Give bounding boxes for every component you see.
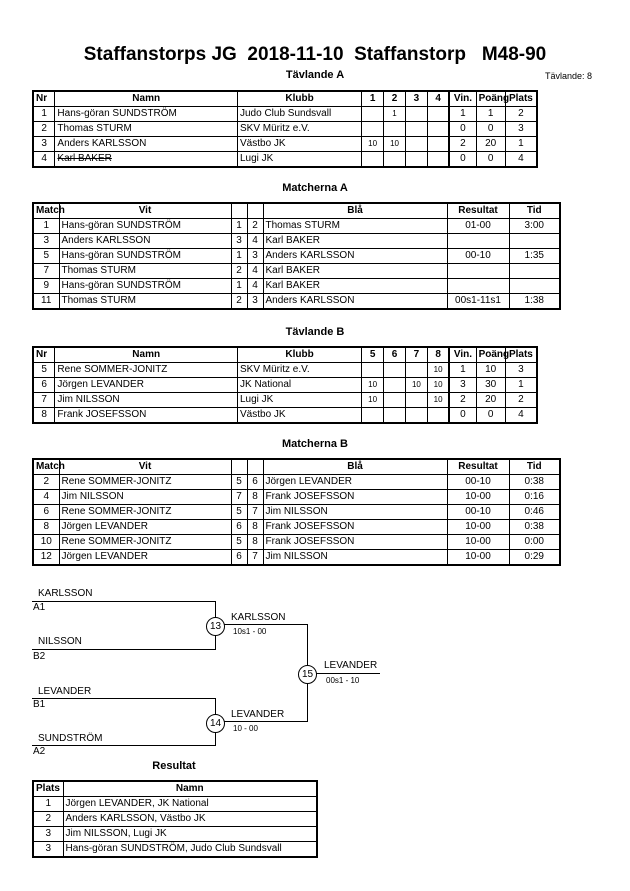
- matches-b-header-row: [33, 459, 560, 475]
- score-cell: [384, 122, 406, 137]
- col-poang: Poäng: [476, 91, 505, 107]
- match-row: [33, 520, 560, 535]
- result-place: 2: [33, 812, 63, 827]
- col-blue: Blå: [263, 459, 447, 475]
- match-13-marker: 13: [206, 617, 225, 636]
- white-number: 6: [231, 550, 247, 566]
- col-club: Klubb: [238, 91, 362, 107]
- matches-b-heading: Matcherna B: [281, 438, 349, 450]
- competitor-row: [33, 393, 537, 408]
- white-number: 1: [231, 219, 247, 234]
- white-fighter: Thomas STURM: [59, 294, 231, 310]
- place-cell: 4: [505, 408, 537, 424]
- points-cell: 1: [476, 107, 505, 122]
- col-white: Vit: [59, 203, 231, 219]
- pool-b-body: [33, 363, 537, 424]
- competitor-row: [33, 152, 537, 168]
- white-fighter: Rene SOMMER-JONITZ: [59, 505, 231, 520]
- score-cell: 1: [384, 107, 406, 122]
- white-fighter: Hans-göran SUNDSTRÖM: [59, 219, 231, 234]
- score-cell: 10: [362, 137, 384, 152]
- result-row: [33, 812, 317, 827]
- place-cell: 1: [505, 137, 537, 152]
- white-number: 5: [231, 475, 247, 490]
- points-cell: 0: [476, 122, 505, 137]
- blue-number: 3: [247, 294, 263, 310]
- wins-cell: 3: [449, 378, 476, 393]
- col-plats: Plats: [505, 347, 537, 363]
- match-row: [33, 219, 560, 234]
- result-name: Jim NILSSON, Lugi JK: [63, 827, 317, 842]
- final-score: 00s1 - 10: [326, 676, 360, 685]
- score-cell: [362, 107, 384, 122]
- col-result: Resultat: [447, 203, 509, 219]
- place-cell: 2: [505, 107, 537, 122]
- competitor-club: Judo Club Sundsvall: [238, 107, 362, 122]
- score-cell: [427, 122, 449, 137]
- points-cell: 0: [476, 408, 505, 424]
- result-row: [33, 827, 317, 842]
- blue-fighter: Frank JOSEFSSON: [263, 535, 447, 550]
- blue-number: 3: [247, 249, 263, 264]
- white-fighter: Rene SOMMER-JONITZ: [59, 475, 231, 490]
- match-time: 3:00: [509, 219, 560, 234]
- result-name: Jörgen LEVANDER, JK National: [63, 797, 317, 812]
- match-row: [33, 475, 560, 490]
- pool-b-header-row: [33, 347, 537, 363]
- blue-fighter: Frank JOSEFSSON: [263, 520, 447, 535]
- match-number: 1: [33, 219, 59, 234]
- points-cell: 30: [476, 378, 505, 393]
- place-cell: 4: [505, 152, 537, 168]
- match-number: 11: [33, 294, 59, 310]
- score-cell: [427, 107, 449, 122]
- score-cell: [384, 363, 406, 378]
- white-number: 3: [231, 234, 247, 249]
- col-1: 1: [362, 91, 384, 107]
- result-place: 1: [33, 797, 63, 812]
- blue-fighter: Thomas STURM: [263, 219, 447, 234]
- col-result: Resultat: [447, 459, 509, 475]
- sf2-bottom-seed: A2: [33, 746, 46, 757]
- col-name: Namn: [63, 781, 317, 797]
- competitor-name: Thomas STURM: [55, 122, 238, 137]
- blue-fighter: Karl BAKER: [263, 264, 447, 279]
- competitor-row: [33, 122, 537, 137]
- pool-a-heading: Tävlande A: [285, 69, 345, 81]
- match-result: 00s1-11s1: [447, 294, 509, 310]
- page-title: Staffanstorps JG 2018-11-10 Staffanstorp M48-90: [83, 44, 547, 65]
- col-3: 3: [405, 91, 427, 107]
- col-vin: Vin.: [449, 347, 476, 363]
- blue-fighter: Frank JOSEFSSON: [263, 490, 447, 505]
- match-result: 00-10: [447, 249, 509, 264]
- matches-a-body: [33, 219, 560, 310]
- result-row: [33, 797, 317, 812]
- result-place: 3: [33, 827, 63, 842]
- match-time: 0:00: [509, 535, 560, 550]
- place-cell: 2: [505, 393, 537, 408]
- white-fighter: Jim NILSSON: [59, 490, 231, 505]
- score-cell: [427, 152, 449, 168]
- points-cell: 20: [476, 393, 505, 408]
- col-white: Vit: [59, 459, 231, 475]
- match-result: 10-00: [447, 550, 509, 566]
- col-match: Match: [33, 459, 59, 475]
- competitor-name: Jörgen LEVANDER: [55, 378, 238, 393]
- match-number: 6: [33, 505, 59, 520]
- col-vin: Vin.: [449, 91, 476, 107]
- competitor-row: [33, 107, 537, 122]
- col-poang: Poäng: [476, 347, 505, 363]
- score-cell: [405, 363, 427, 378]
- score-cell: [362, 152, 384, 168]
- match-row: [33, 264, 560, 279]
- competitor-club: SKV Müritz e.V.: [238, 122, 362, 137]
- blue-fighter: Karl BAKER: [263, 279, 447, 294]
- wins-cell: 1: [449, 363, 476, 378]
- match-result: [447, 234, 509, 249]
- blue-fighter: Karl BAKER: [263, 234, 447, 249]
- pool-b-table: [32, 346, 538, 424]
- competitor-row: [33, 408, 537, 424]
- score-cell: 10: [427, 378, 449, 393]
- match-result: [447, 279, 509, 294]
- match-row: [33, 550, 560, 566]
- blue-number: 2: [247, 219, 263, 234]
- col-plats: Plats: [33, 781, 63, 797]
- sf2-score: 10 - 00: [233, 724, 258, 733]
- white-number: 1: [231, 249, 247, 264]
- match-time: [509, 264, 560, 279]
- match-result: 01-00: [447, 219, 509, 234]
- white-fighter: Jörgen LEVANDER: [59, 520, 231, 535]
- white-fighter: Thomas STURM: [59, 264, 231, 279]
- score-cell: [405, 408, 427, 424]
- col-blue: Blå: [263, 203, 447, 219]
- results-header-row: [33, 781, 317, 797]
- white-number: 5: [231, 505, 247, 520]
- blue-fighter: Anders KARLSSON: [263, 249, 447, 264]
- sf2-top-seed: B1: [33, 699, 46, 710]
- competitor-count: Tävlande: 8: [545, 71, 593, 81]
- sf1-bottom-seed: B2: [33, 651, 46, 662]
- competitor-nr: 8: [33, 408, 55, 424]
- blue-fighter: Jim NILSSON: [263, 550, 447, 566]
- col-5: 5: [362, 347, 384, 363]
- competitor-name: Rene SOMMER-JONITZ: [55, 363, 238, 378]
- score-cell: [405, 393, 427, 408]
- final-winner: LEVANDER: [324, 660, 378, 671]
- blue-number: 4: [247, 234, 263, 249]
- white-number: 2: [231, 294, 247, 310]
- white-fighter: Hans-göran SUNDSTRÖM: [59, 249, 231, 264]
- match-time: 1:38: [509, 294, 560, 310]
- match-number: 7: [33, 264, 59, 279]
- match-time: 0:38: [509, 475, 560, 490]
- score-cell: [384, 408, 406, 424]
- bracket-line: [216, 721, 308, 722]
- result-row: [33, 842, 317, 858]
- match-number: 8: [33, 520, 59, 535]
- bracket-line: [308, 673, 380, 674]
- competitor-nr: 7: [33, 393, 55, 408]
- match-row: [33, 490, 560, 505]
- match-number: 9: [33, 279, 59, 294]
- matches-a-table: [32, 202, 561, 310]
- score-cell: [405, 152, 427, 168]
- white-number: 7: [231, 490, 247, 505]
- col-name: Namn: [55, 347, 238, 363]
- col-6: 6: [384, 347, 406, 363]
- result-name: Hans-göran SUNDSTRÖM, Judo Club Sundsvall: [63, 842, 317, 858]
- competitor-nr: 6: [33, 378, 55, 393]
- wins-cell: 2: [449, 137, 476, 152]
- col-time: Tid: [509, 459, 560, 475]
- bracket-line: [32, 601, 216, 602]
- match-row: [33, 249, 560, 264]
- match-time: 0:29: [509, 550, 560, 566]
- competitor-club: Lugi JK: [238, 393, 362, 408]
- score-cell: [405, 137, 427, 152]
- match-number: 5: [33, 249, 59, 264]
- white-fighter: Hans-göran SUNDSTRÖM: [59, 279, 231, 294]
- score-cell: [362, 408, 384, 424]
- score-cell: 10: [362, 378, 384, 393]
- competitor-name: Karl BAKER: [55, 152, 238, 168]
- col-nr: Nr: [33, 91, 55, 107]
- match-number: 12: [33, 550, 59, 566]
- col-2: 2: [384, 91, 406, 107]
- competitor-club: Lugi JK: [238, 152, 362, 168]
- match-result: 10-00: [447, 520, 509, 535]
- competitor-nr: 2: [33, 122, 55, 137]
- match-time: 0:46: [509, 505, 560, 520]
- match-row: [33, 505, 560, 520]
- match-result: 10-00: [447, 535, 509, 550]
- match-result: 00-10: [447, 475, 509, 490]
- col-8: 8: [427, 347, 449, 363]
- score-cell: [362, 363, 384, 378]
- score-cell: [405, 122, 427, 137]
- blue-number: 8: [247, 490, 263, 505]
- competitor-nr: 4: [33, 152, 55, 168]
- white-number: 5: [231, 535, 247, 550]
- matches-b-body: [33, 475, 560, 566]
- blue-fighter: Jim NILSSON: [263, 505, 447, 520]
- white-number: 6: [231, 520, 247, 535]
- sf1-top-name: KARLSSON: [38, 588, 93, 599]
- match-number: 10: [33, 535, 59, 550]
- competitor-nr: 3: [33, 137, 55, 152]
- match-row: [33, 535, 560, 550]
- sf2-winner: LEVANDER: [231, 709, 285, 720]
- results-heading: Resultat: [152, 760, 196, 772]
- col-name: Namn: [55, 91, 238, 107]
- match-number: 2: [33, 475, 59, 490]
- matches-a-header-row: [33, 203, 560, 219]
- pool-a-body: [33, 107, 537, 168]
- competitor-club: Västbo JK: [238, 408, 362, 424]
- matches-b-table: [32, 458, 561, 566]
- result-place: 3: [33, 842, 63, 858]
- bracket-line: [32, 698, 216, 699]
- score-cell: [427, 408, 449, 424]
- match-time: 1:35: [509, 249, 560, 264]
- competitor-row: [33, 363, 537, 378]
- match-time: 0:16: [509, 490, 560, 505]
- col-nr: Nr: [33, 347, 55, 363]
- match-row: [33, 279, 560, 294]
- match-time: [509, 234, 560, 249]
- pool-a-header-row: [33, 91, 537, 107]
- bracket-line: [32, 745, 216, 746]
- competitor-club: SKV Müritz e.V.: [238, 363, 362, 378]
- match-row: [33, 234, 560, 249]
- score-cell: [362, 122, 384, 137]
- match-result: 00-10: [447, 505, 509, 520]
- match-time: [509, 279, 560, 294]
- match-number: 4: [33, 490, 59, 505]
- competitor-nr: 1: [33, 107, 55, 122]
- blue-number: 4: [247, 264, 263, 279]
- col-plats: Plats: [505, 91, 537, 107]
- points-cell: 10: [476, 363, 505, 378]
- results-body: [33, 797, 317, 858]
- col-4: 4: [427, 91, 449, 107]
- sf1-bottom-name: NILSSON: [38, 636, 82, 647]
- result-name: Anders KARLSSON, Västbo JK: [63, 812, 317, 827]
- competitor-name: Jim NILSSON: [55, 393, 238, 408]
- match-result: [447, 264, 509, 279]
- match-number: 3: [33, 234, 59, 249]
- match-row: [33, 294, 560, 310]
- match-15-marker: 15: [298, 665, 317, 684]
- sf1-winner: KARLSSON: [231, 612, 286, 623]
- competitor-row: [33, 378, 537, 393]
- competitor-row: [33, 137, 537, 152]
- blue-number: 6: [247, 475, 263, 490]
- score-cell: [427, 137, 449, 152]
- competitor-name: Hans-göran SUNDSTRÖM: [55, 107, 238, 122]
- wins-cell: 0: [449, 152, 476, 168]
- blue-number: 7: [247, 505, 263, 520]
- bracket-line: [216, 624, 308, 625]
- pool-a-table: [32, 90, 538, 168]
- competitor-name: Anders KARLSSON: [55, 137, 238, 152]
- sf1-score: 10s1 - 00: [233, 627, 267, 636]
- white-number: 2: [231, 264, 247, 279]
- wins-cell: 1: [449, 107, 476, 122]
- score-cell: [384, 152, 406, 168]
- competitor-club: JK National: [238, 378, 362, 393]
- col-time: Tid: [509, 203, 560, 219]
- place-cell: 3: [505, 122, 537, 137]
- blue-number: 7: [247, 550, 263, 566]
- score-cell: 10: [405, 378, 427, 393]
- score-cell: 10: [362, 393, 384, 408]
- bracket-line: [32, 649, 216, 650]
- place-cell: 3: [505, 363, 537, 378]
- wins-cell: 0: [449, 408, 476, 424]
- score-cell: 10: [384, 137, 406, 152]
- white-fighter: Anders KARLSSON: [59, 234, 231, 249]
- points-cell: 0: [476, 152, 505, 168]
- white-fighter: Rene SOMMER-JONITZ: [59, 535, 231, 550]
- score-cell: 10: [427, 393, 449, 408]
- competitor-name: Frank JOSEFSSON: [55, 408, 238, 424]
- blue-number: 4: [247, 279, 263, 294]
- blue-fighter: Jörgen LEVANDER: [263, 475, 447, 490]
- competitor-club: Västbo JK: [238, 137, 362, 152]
- score-cell: 10: [427, 363, 449, 378]
- sf1-top-seed: A1: [33, 602, 46, 613]
- blue-number: 8: [247, 535, 263, 550]
- sf2-bottom-name: SUNDSTRÖM: [38, 733, 103, 744]
- place-cell: 1: [505, 378, 537, 393]
- blue-number: 8: [247, 520, 263, 535]
- match-time: 0:38: [509, 520, 560, 535]
- blue-fighter: Anders KARLSSON: [263, 294, 447, 310]
- match-14-marker: 14: [206, 714, 225, 733]
- match-result: 10-00: [447, 490, 509, 505]
- results-table: [32, 780, 318, 858]
- white-number: 1: [231, 279, 247, 294]
- col-match: Match: [33, 203, 59, 219]
- matches-a-heading: Matcherna A: [282, 182, 348, 194]
- score-cell: [384, 393, 406, 408]
- sf2-top-name: LEVANDER: [38, 686, 92, 697]
- col-club: Klubb: [238, 347, 362, 363]
- col-7: 7: [405, 347, 427, 363]
- white-fighter: Jörgen LEVANDER: [59, 550, 231, 566]
- points-cell: 20: [476, 137, 505, 152]
- competitor-nr: 5: [33, 363, 55, 378]
- score-cell: [384, 378, 406, 393]
- score-cell: [405, 107, 427, 122]
- wins-cell: 2: [449, 393, 476, 408]
- pool-b-heading: Tävlande B: [285, 326, 345, 338]
- wins-cell: 0: [449, 122, 476, 137]
